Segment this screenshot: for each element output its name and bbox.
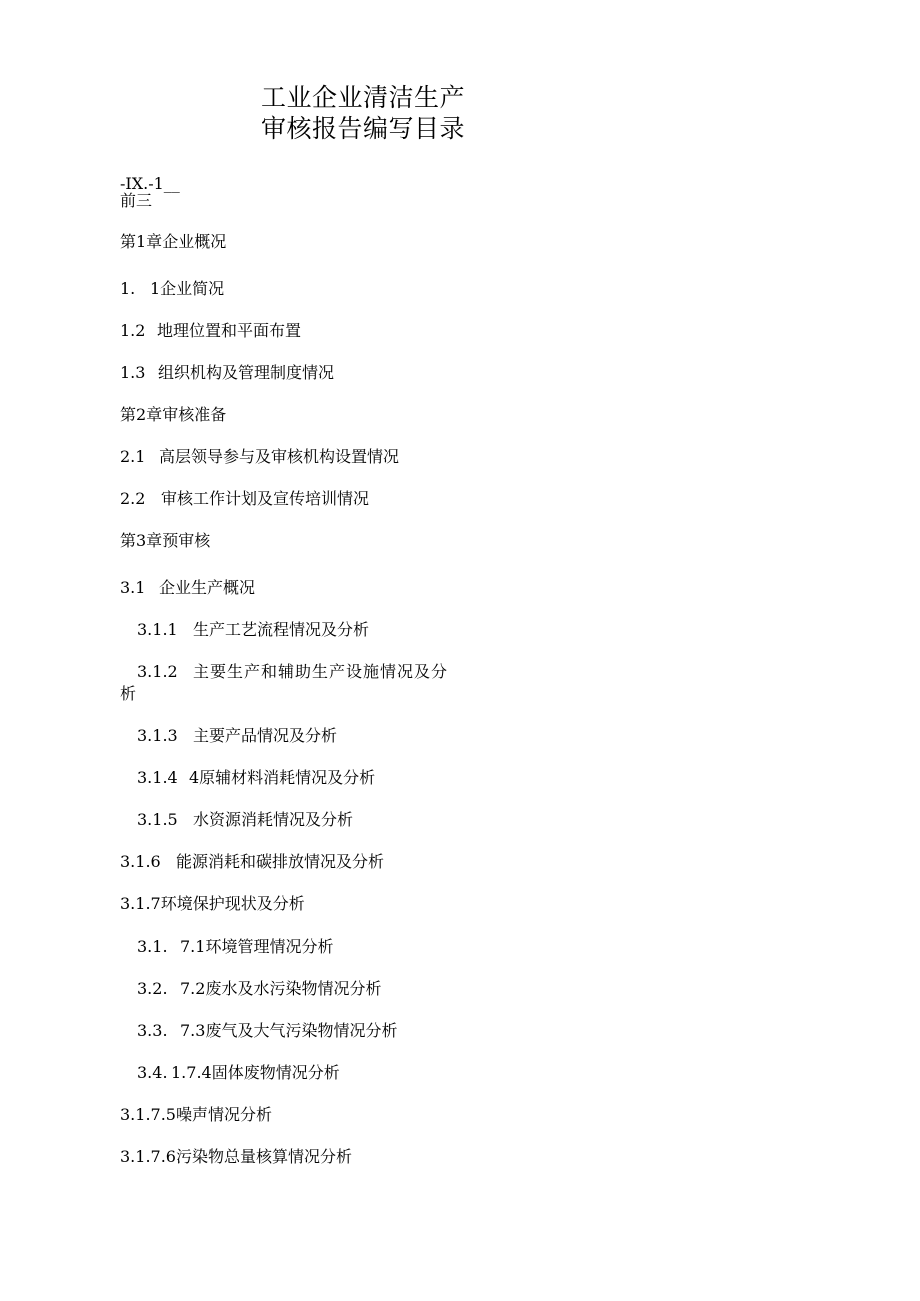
- toc-number: 3.3.: [137, 1021, 168, 1040]
- toc-text: 审核准备: [162, 405, 227, 424]
- toc-text: 生产工艺流程情况及分析: [193, 620, 370, 639]
- toc-entry: [137, 619, 369, 641]
- toc-entry: [137, 767, 375, 789]
- toc-text: 1.7.4固体废物情况分析: [171, 1063, 340, 1082]
- toc-entry-continuation: 析: [120, 684, 137, 703]
- toc-text: 预审核: [162, 531, 211, 550]
- toc-text: 审核工作计划及宣传培训情况: [161, 489, 370, 508]
- preface-heading: 前三: [120, 191, 153, 210]
- toc-text: 主要生产和辅助生产设施情况及分: [193, 662, 449, 681]
- toc-text: 4原辅材料消耗情况及分析: [189, 768, 376, 787]
- toc-entry: [137, 1062, 340, 1084]
- toc-text: 水资源消耗情况及分析: [193, 810, 354, 829]
- toc-number: 1.: [120, 279, 136, 298]
- toc-entry: [137, 936, 333, 958]
- toc-text: 7.2废水及水污染物情况分析: [180, 979, 382, 998]
- toc-number: 3.4.: [137, 1063, 168, 1082]
- toc-number: 3.1.2: [137, 662, 178, 681]
- toc-text: 污染物总量核算情况分析: [175, 1147, 352, 1166]
- toc-text: 企业概况: [162, 232, 227, 251]
- title-line-1: 工业企业清洁生产: [261, 83, 466, 112]
- toc-entry: [120, 851, 384, 873]
- toc-number: 3.1.1: [137, 620, 178, 639]
- toc-number: 第2章: [120, 405, 163, 424]
- toc-number: 1.2: [120, 321, 146, 340]
- toc-number: 3.2.: [137, 979, 168, 998]
- toc-entry: [137, 1020, 397, 1042]
- toc-text: 噪声情况分析: [175, 1105, 272, 1124]
- toc-number: 3.1.4: [137, 768, 178, 787]
- toc-number: 2.1: [120, 447, 146, 466]
- toc-entry: [137, 725, 337, 747]
- toc-number: 1.3: [120, 363, 146, 382]
- toc-entry: [120, 446, 399, 468]
- toc-entry: [120, 577, 255, 599]
- toc-entry: [137, 661, 448, 683]
- toc-text: 组织机构及管理制度情况: [158, 363, 335, 382]
- document-title: [261, 82, 465, 144]
- toc-entry: [120, 530, 210, 552]
- toc-number: 3.1.5: [137, 810, 178, 829]
- toc-text: 地理位置和平面布置: [157, 321, 302, 340]
- toc-entry: [120, 404, 226, 426]
- toc-text: 主要产品情况及分析: [193, 726, 338, 745]
- toc-entry: [120, 362, 334, 384]
- toc-number: 3.1.7.6: [120, 1147, 176, 1166]
- toc-entry: [120, 1146, 352, 1168]
- toc-number: 3.1.3: [137, 726, 178, 745]
- toc-text: 能源消耗和碳排放情况及分析: [176, 852, 385, 871]
- toc-entry: [120, 231, 226, 253]
- toc-entry: [137, 809, 353, 831]
- header-code: -IX.-1__: [120, 174, 180, 193]
- toc-number: 3.1.6: [120, 852, 161, 871]
- title-line-2: 审核报告编写目录: [261, 114, 466, 143]
- toc-entry: [120, 278, 224, 300]
- toc-number: 3.1.7.5: [120, 1105, 176, 1124]
- toc-text: 7.3废气及大气污染物情况分析: [180, 1021, 398, 1040]
- toc-entry: [137, 978, 381, 1000]
- toc-entry: [120, 1104, 272, 1126]
- toc-number: 3.1.7: [120, 894, 161, 913]
- toc-number: 3.1.: [137, 937, 168, 956]
- toc-text: 高层领导参与及审核机构设置情况: [159, 447, 400, 466]
- toc-text: 1企业简况: [150, 279, 225, 298]
- toc-number: 2.2: [120, 489, 146, 508]
- toc-entry: [120, 488, 369, 510]
- toc-number: 第3章: [120, 531, 163, 550]
- toc-entry: [120, 320, 301, 342]
- toc-number: 第1章: [120, 232, 163, 251]
- toc-entry: [120, 893, 305, 915]
- toc-number: 3.1: [120, 578, 146, 597]
- toc-text: 企业生产概况: [159, 578, 256, 597]
- toc-text: 环境保护现状及分析: [160, 894, 305, 913]
- toc-text: 7.1环境管理情况分析: [180, 937, 334, 956]
